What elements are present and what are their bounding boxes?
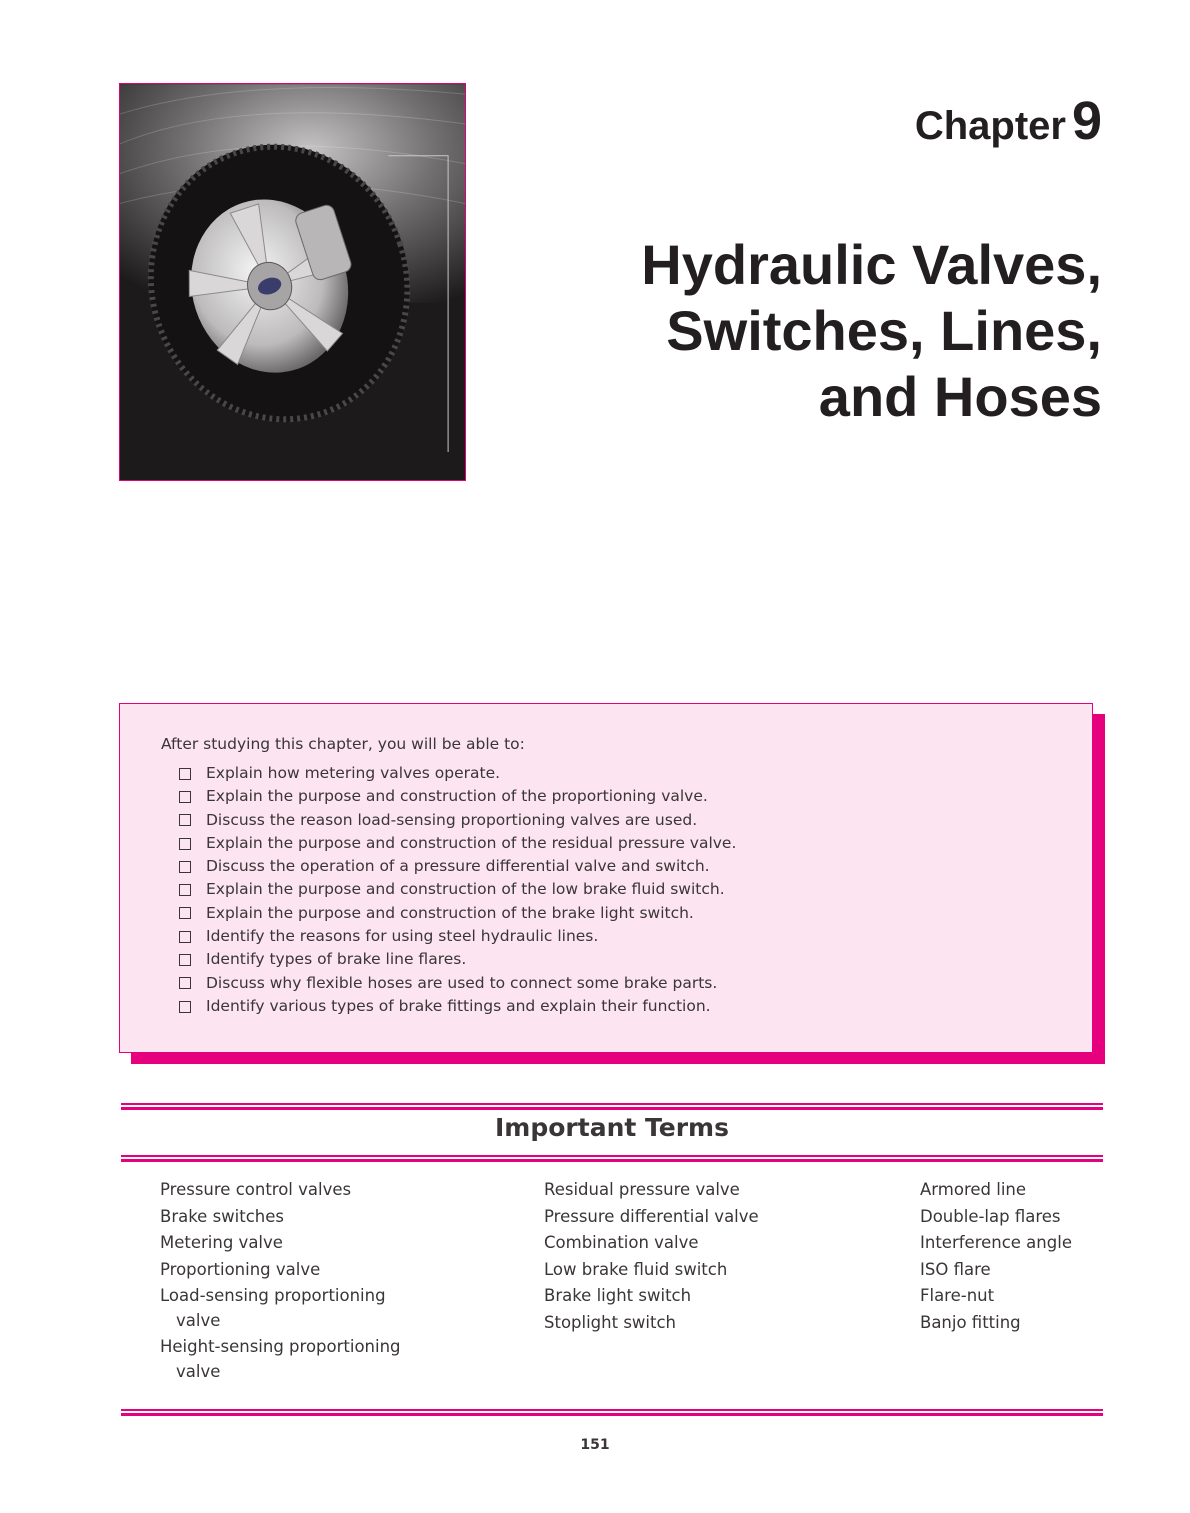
objectives-intro: After studying this chapter, you will be able to: <box>161 735 525 753</box>
objectives-list <box>179 762 736 1018</box>
term-item: Brake light switch <box>544 1286 692 1305</box>
objective-item <box>179 902 736 925</box>
term-item: Low brake fluid switch <box>544 1259 728 1279</box>
checkbox-icon <box>179 977 191 989</box>
chapter-title-line: Switches, Lines, <box>666 299 1102 362</box>
objective-text: Identify the reasons for using steel hydraulic lines. <box>206 927 599 946</box>
term-item: Combination valve <box>544 1233 699 1252</box>
term-item: Armored line <box>920 1180 1027 1199</box>
objective-item <box>179 948 736 971</box>
checkbox-icon <box>179 814 191 826</box>
term-item: Double-lap flares <box>920 1206 1061 1226</box>
objective-text: Explain the purpose and construction of the proportioning valve. <box>206 787 708 806</box>
objective-text: Identify types of brake line flares. <box>206 950 467 969</box>
objective-item <box>179 995 736 1018</box>
term-item: Metering valve <box>160 1233 283 1252</box>
objective-item <box>179 878 736 901</box>
term-item: Brake switches <box>160 1206 284 1226</box>
objective-item <box>179 855 736 878</box>
objective-text: Identify various types of brake fittings and explain their function. <box>206 996 711 1015</box>
term-item: Load-sensing proportioning valve <box>160 1286 386 1330</box>
checkbox-icon <box>179 954 191 966</box>
objectives-box <box>119 703 1093 1053</box>
chapter-label <box>915 90 1102 152</box>
terms-heading-rule <box>121 1155 1103 1162</box>
term-item: Banjo fitting <box>920 1312 1021 1332</box>
objective-item <box>179 762 736 785</box>
important-terms-heading: Important Terms <box>495 1113 729 1142</box>
term-item: Proportioning valve <box>160 1259 321 1279</box>
checkbox-icon <box>179 1001 191 1013</box>
objective-item <box>179 925 736 948</box>
objective-item <box>179 809 736 832</box>
objective-text: Discuss why flexible hoses are used to connect some brake parts. <box>206 973 718 992</box>
term-item: Flare-nut <box>920 1286 995 1305</box>
chapter-title-line: Hydraulic Valves, <box>641 233 1102 296</box>
chapter-word: Chapter <box>914 104 1066 148</box>
terms-column-3 <box>920 1178 1120 1337</box>
objective-item <box>179 785 736 808</box>
chapter-photo <box>119 83 466 481</box>
term-item: Stoplight switch <box>544 1312 676 1332</box>
objective-item <box>179 832 736 855</box>
checkbox-icon <box>179 931 191 943</box>
objective-text: Explain how metering valves operate. <box>206 764 501 782</box>
chapter-number: 9 <box>1071 91 1102 151</box>
objective-text: Explain the purpose and construction of the residual pressure valve. <box>206 833 737 852</box>
chapter-title <box>542 232 1102 430</box>
objective-text: Explain the purpose and construction of the brake light switch. <box>206 903 694 922</box>
term-item: ISO flare <box>920 1259 991 1279</box>
terms-bottom-rule <box>121 1409 1103 1416</box>
checkbox-icon <box>179 768 191 780</box>
term-item: Pressure differential valve <box>544 1206 759 1226</box>
checkbox-icon <box>179 838 191 850</box>
chapter-title-line: and Hoses <box>818 365 1102 428</box>
objective-text: Discuss the reason load-sensing proportioning valves are used. <box>206 810 698 829</box>
objective-text: Discuss the operation of a pressure differential valve and switch. <box>206 857 710 876</box>
checkbox-icon <box>179 884 191 896</box>
checkbox-icon <box>179 791 191 803</box>
wheel-illustration <box>120 84 465 480</box>
term-item: Height-sensing proportioning valve <box>160 1337 401 1381</box>
terms-column-2 <box>544 1178 824 1337</box>
term-item: Residual pressure valve <box>544 1180 740 1199</box>
term-item: Interference angle <box>920 1233 1072 1252</box>
term-item: Pressure control valves <box>160 1180 352 1199</box>
checkbox-icon <box>179 861 191 873</box>
page-number: 151 <box>580 1437 610 1453</box>
objective-text: Explain the purpose and construction of the low brake fluid switch. <box>206 880 725 899</box>
terms-column-1 <box>160 1178 420 1386</box>
checkbox-icon <box>179 907 191 919</box>
objective-item <box>179 972 736 995</box>
terms-top-rule <box>121 1103 1103 1110</box>
